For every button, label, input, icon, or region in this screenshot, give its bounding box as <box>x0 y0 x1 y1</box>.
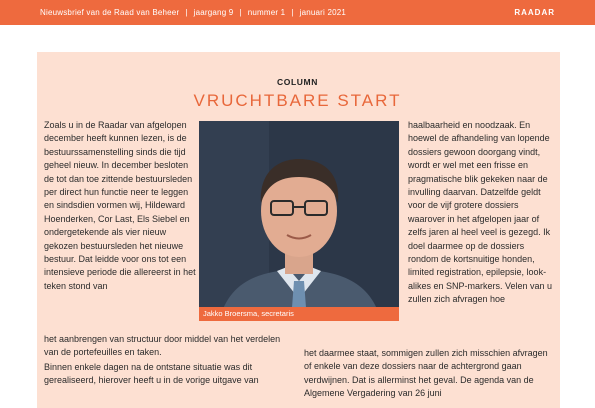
newsletter-header-bar <box>0 0 595 25</box>
left-fullwidth-paragraph-1: het aanbrengen van structuur door middel van het verdelen van de portefeuilles en taken. <box>44 334 281 358</box>
left-fullwidth-paragraph-2: Binnen enkele dagen na de ontstane situatie was dit gerealiseerd, hierover heeft u in de vorige uitgave van <box>44 362 259 386</box>
article-kicker: COLUMN <box>277 77 318 87</box>
issue-label: nummer 1 <box>247 8 286 17</box>
separator: | <box>185 8 188 17</box>
photo-caption: Jakko Broersma, secretaris <box>199 307 399 321</box>
separator: | <box>291 8 294 17</box>
brand-logo-text: RAADAR <box>514 8 555 17</box>
left-column-paragraph: Zoals u in de Raadar van afgelopen december heeft kunnen lezen, is de bestuurssamenstelling sinds die tijd geheel nieuw. In december besloten de tot dan toe zittende bestuursleden per direct hun functie neer te leggen en sindsdien vormen wij, Hildeward Hoenderken, Cor Last, Els Siebel en ondergetekende als vier nieuw gekozen bestuursleden het nieuwe bestuur. Dat leidde voor ons tot een intensieve periode die allereerst in het teken stond van <box>44 120 196 291</box>
volume-label: jaargang 9 <box>193 8 234 17</box>
right-fullwidth-paragraph: het daarmee staat, sommigen zullen zich misschien afvragen of enkele van deze dossiers naar de achtergrond gaan verdwijnen. Dat is allerminst het geval. De agenda van de Algemene Vergadering van 26 juni <box>304 348 548 399</box>
right-column-text <box>408 119 555 307</box>
portrait-photo <box>199 121 399 321</box>
separator: | <box>239 8 242 17</box>
date-label: januari 2021 <box>299 8 347 17</box>
portrait-illustration <box>199 121 399 321</box>
right-column-paragraph: haalbaarheid en noodzaak. En hoewel de afhandeling van lopende dossiers gewoon doorgang vindt, wordt er wel met een frisse en pragmatische blik gekeken naar de invulling daarvan. Datzelfde geldt voor de vijf grotere dossiers waarover in het afgelopen jaar of zelfs jaren al heel veel is gezegd. Ik doel daarmee op de dossiers rondom de kortsnuitige honden, limited registration, epilepsie, lookalikes en SNP-markers. Velen van u zullen zich afvragen hoe <box>408 120 553 305</box>
article-title: VRUCHTBARE START <box>193 91 402 110</box>
header-meta <box>40 0 346 25</box>
left-column-text <box>44 119 199 293</box>
newsletter-name: Nieuwsbrief van de Raad van Beheer <box>40 8 180 17</box>
